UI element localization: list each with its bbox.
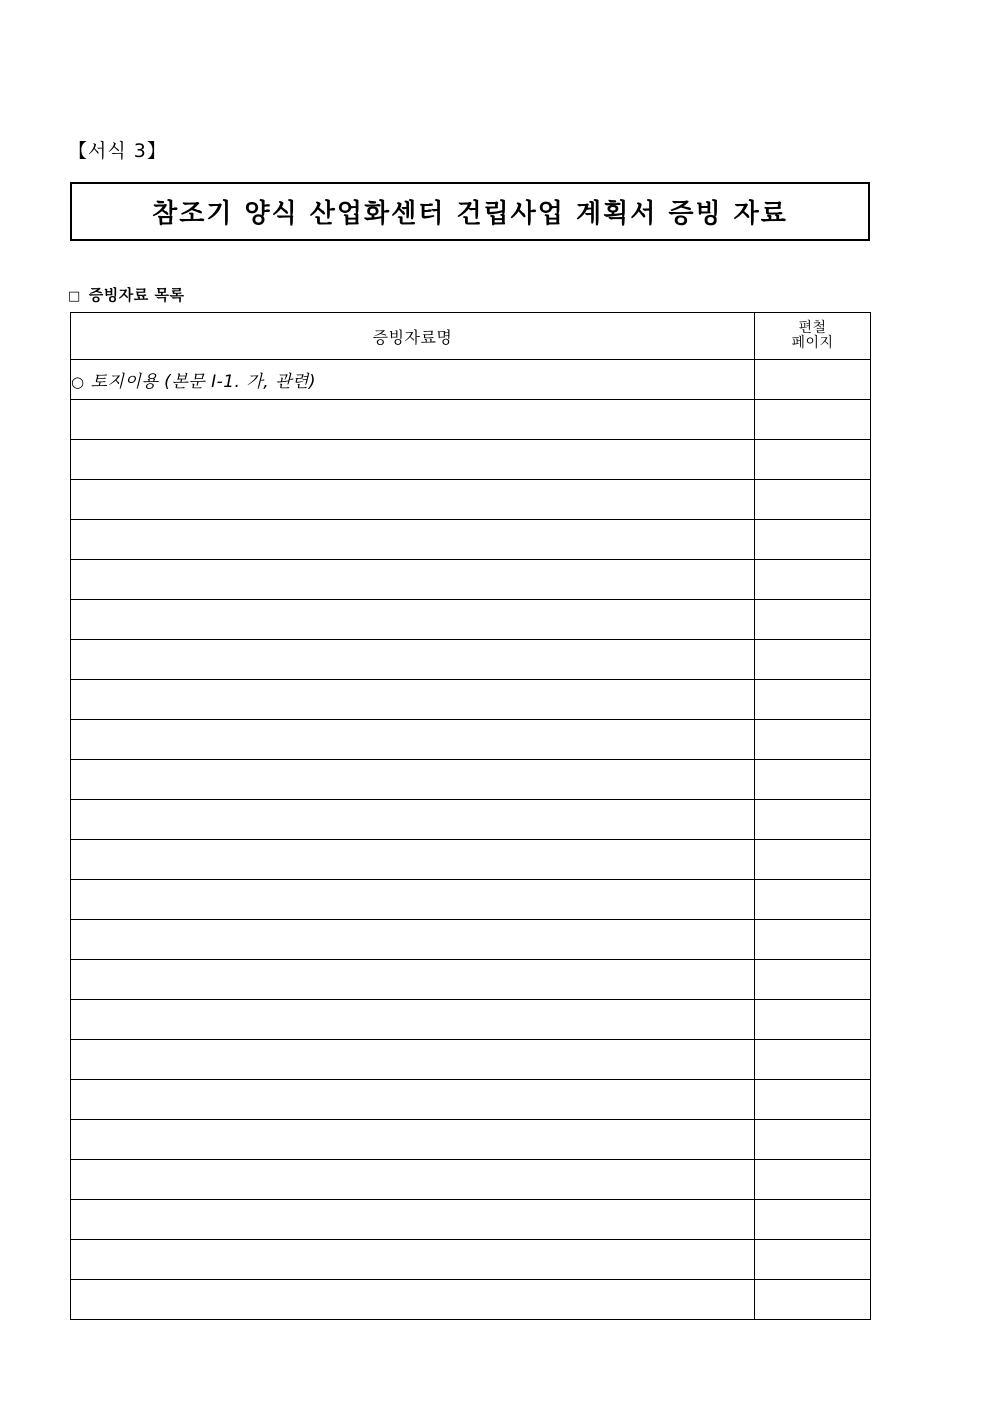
document-title-box: [70, 182, 870, 241]
section-heading-label: 증빙자료 목록: [88, 286, 185, 304]
cell-evidence-name[interactable]: [71, 840, 755, 880]
cell-evidence-name[interactable]: [71, 1080, 755, 1120]
cell-evidence-name[interactable]: [71, 520, 755, 560]
circle-bullet-icon: ○: [71, 373, 85, 391]
table-row: [71, 1120, 871, 1160]
cell-binding-page[interactable]: [755, 1200, 871, 1240]
cell-evidence-name[interactable]: [71, 1120, 755, 1160]
cell-evidence-name[interactable]: [71, 760, 755, 800]
square-bullet-icon: □: [68, 289, 81, 304]
cell-evidence-name[interactable]: [71, 1200, 755, 1240]
page-title: 참조기 양식 산업화센터 건립사업 계획서 증빙 자료: [152, 199, 788, 229]
cell-binding-page[interactable]: [755, 640, 871, 680]
cell-binding-page[interactable]: [755, 960, 871, 1000]
column-header-evidence-name: 증빙자료명: [71, 313, 755, 360]
cell-binding-page[interactable]: [755, 520, 871, 560]
cell-binding-page[interactable]: [755, 1240, 871, 1280]
table-row: [71, 560, 871, 600]
cell-binding-page[interactable]: [755, 920, 871, 960]
evidence-list-table: [70, 312, 871, 1320]
column-header-binding-page-lines: [755, 321, 870, 350]
cell-binding-page[interactable]: [755, 440, 871, 480]
cell-binding-page[interactable]: [755, 840, 871, 880]
cell-binding-page[interactable]: [755, 1280, 871, 1320]
cell-evidence-name[interactable]: [71, 600, 755, 640]
table-row: [71, 1040, 871, 1080]
cell-evidence-name[interactable]: [71, 1160, 755, 1200]
table-row: [71, 680, 871, 720]
column-header-binding-page-line2: 페이지: [791, 335, 834, 351]
cell-binding-page[interactable]: [755, 680, 871, 720]
table-row: [71, 880, 871, 920]
cell-evidence-name[interactable]: [71, 720, 755, 760]
table-body: [71, 360, 871, 1320]
cell-evidence-name[interactable]: [71, 560, 755, 600]
table-row: [71, 920, 871, 960]
cell-evidence-name[interactable]: [71, 480, 755, 520]
cell-binding-page[interactable]: [755, 360, 871, 400]
cell-binding-page[interactable]: [755, 400, 871, 440]
cell-binding-page[interactable]: [755, 800, 871, 840]
table-row: [71, 1080, 871, 1120]
table-row: [71, 800, 871, 840]
cell-evidence-name[interactable]: [71, 640, 755, 680]
cell-binding-page[interactable]: [755, 880, 871, 920]
cell-binding-page[interactable]: [755, 480, 871, 520]
cell-evidence-name[interactable]: [71, 880, 755, 920]
cell-evidence-name[interactable]: [71, 920, 755, 960]
table-row: [71, 1200, 871, 1240]
table-row: [71, 960, 871, 1000]
table-row: [71, 1280, 871, 1320]
cell-binding-page[interactable]: [755, 1040, 871, 1080]
cell-binding-page[interactable]: [755, 760, 871, 800]
cell-binding-page[interactable]: [755, 560, 871, 600]
table-row: [71, 1160, 871, 1200]
cell-binding-page[interactable]: [755, 1000, 871, 1040]
table-row: [71, 720, 871, 760]
table-row: [71, 480, 871, 520]
cell-binding-page[interactable]: [755, 600, 871, 640]
table-row: [71, 640, 871, 680]
table-row: [71, 760, 871, 800]
column-header-binding-page: [755, 313, 871, 360]
table-row: [71, 1240, 871, 1280]
cell-evidence-name[interactable]: [71, 800, 755, 840]
cell-evidence-name[interactable]: [71, 680, 755, 720]
cell-evidence-name[interactable]: [71, 440, 755, 480]
cell-binding-page[interactable]: [755, 1160, 871, 1200]
cell-binding-page[interactable]: [755, 1080, 871, 1120]
cell-evidence-name[interactable]: [71, 1240, 755, 1280]
cell-binding-page[interactable]: [755, 1120, 871, 1160]
table-row: [71, 360, 871, 400]
table-row: [71, 520, 871, 560]
cell-evidence-name[interactable]: [71, 1040, 755, 1080]
form-number-tag: 【서식 3】: [68, 140, 167, 162]
cell-evidence-name[interactable]: [71, 400, 755, 440]
cell-binding-page[interactable]: [755, 720, 871, 760]
table-header-row: [71, 313, 871, 360]
cell-evidence-name[interactable]: [71, 1280, 755, 1320]
cell-evidence-name[interactable]: [71, 960, 755, 1000]
cell-evidence-name[interactable]: [71, 360, 755, 400]
table-row: [71, 440, 871, 480]
table-row: [71, 1000, 871, 1040]
section-heading: [68, 284, 184, 305]
column-header-binding-page-line1: 편철: [798, 320, 827, 337]
cell-evidence-name-text: 토지이용 (본문 Ⅰ-1. 가, 관련): [90, 372, 317, 392]
cell-evidence-name[interactable]: [71, 1000, 755, 1040]
table-row: [71, 840, 871, 880]
table-row: [71, 400, 871, 440]
table-row: [71, 600, 871, 640]
